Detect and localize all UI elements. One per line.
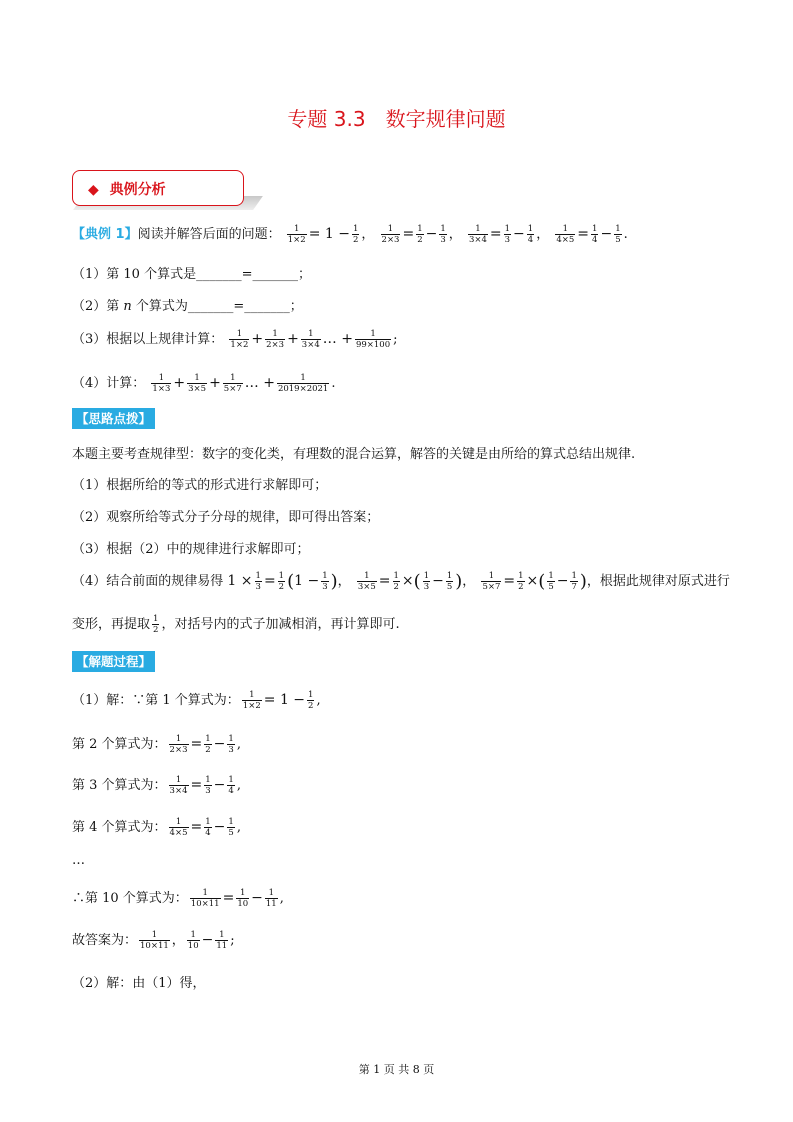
hint-step-2: （2）观察所给等式分子分母的规律，即可得出答案； bbox=[72, 510, 380, 525]
fraction: $\frac{1}{4\times 5}$ bbox=[169, 817, 188, 838]
section-header bbox=[88, 179, 166, 199]
fraction: $\frac{1}{2\times 3}$ bbox=[169, 734, 188, 755]
solution-tag: 【解题过程】 bbox=[72, 651, 155, 672]
fraction: $\frac{1}{2\times 3}$ bbox=[266, 329, 285, 350]
solution-line-4: 第 4 个算式为： $\frac{1}{4\times 5}$ = $\frac{1}{4}$ − $\frac{1}{5}$ , bbox=[72, 817, 241, 838]
fraction: $\frac{1}{2019\times 2021}$ bbox=[277, 373, 329, 394]
fraction: $\frac{1}{2\times 3}$ bbox=[381, 224, 400, 245]
fraction: $\frac{1}{5\times 7}$ bbox=[223, 373, 242, 394]
fraction: $\frac{1}{2}$ bbox=[278, 571, 285, 592]
fraction: $\frac{1}{5}$ bbox=[446, 571, 453, 592]
hint-step-5: 变形，再提取 $\frac{1}{2}$ ，对括号内的式子加减相消，再计算即可. bbox=[72, 614, 400, 635]
hint-text: 本题主要考查规律型：数字的变化类，有理数的混合运算，解答的关键是由所给的算式总结出规律. bbox=[72, 447, 636, 462]
fraction: $\frac{1}{4}$ bbox=[228, 775, 234, 796]
solution-line-3: 第 3 个算式为： $\frac{1}{3\times 4}$ = $\frac{1}{3}$ − $\frac{1}{4}$ , bbox=[72, 775, 241, 796]
fraction: $\frac{1}{3}$ bbox=[205, 775, 211, 796]
solution-tag-wrap bbox=[72, 651, 155, 672]
fraction: $\frac{1}{10}$ bbox=[187, 930, 199, 951]
fraction: $\frac{1}{3\times 4}$ bbox=[169, 775, 188, 796]
fraction: $\frac{1}{3}$ bbox=[228, 734, 234, 755]
question-4: （4）计算： $\frac{1}{1\times 3}$ + $\frac{1}{3\times 5}$ + $\frac{1}{5\times 7}$ … + $\frac{1}{2019\times 2021}$ . bbox=[72, 373, 336, 394]
fraction: $\frac{1}{99\times 100}$ bbox=[355, 329, 391, 350]
diamond-icon: ◆ bbox=[88, 182, 99, 198]
example-tag: 【典例 1】 bbox=[72, 227, 138, 242]
fraction: $\frac{1}{2}$ bbox=[417, 224, 423, 245]
fraction: $\frac{1}{10}$ bbox=[237, 888, 249, 909]
solution-line-7: （2）解：由（1）得， bbox=[72, 976, 206, 991]
fraction: $\frac{1}{11}$ bbox=[265, 888, 277, 909]
fraction: $\frac{1}{3}$ bbox=[504, 224, 511, 245]
fraction: $\frac{1}{2}$ bbox=[308, 690, 314, 711]
fraction: $\frac{1}{3\times 5}$ bbox=[188, 373, 207, 394]
fraction: $\frac{1}{5}$ bbox=[615, 224, 621, 245]
fraction: $\frac{1}{3\times 4}$ bbox=[301, 329, 320, 350]
fraction: $\frac{1}{2}$ bbox=[205, 734, 211, 755]
fraction: $\frac{1}{3\times 5}$ bbox=[357, 571, 376, 592]
solution-answer: 故答案为： $\frac{1}{10\times 11}$ ， $\frac{1}{10}$ − $\frac{1}{11}$ ; bbox=[72, 930, 235, 951]
page-footer: 第 1 页 共 8 页 bbox=[358, 1063, 435, 1076]
section-header-label: 典例分析 bbox=[109, 182, 166, 198]
hint-step-3: （3）根据（2）中的规律进行求解即可； bbox=[72, 542, 310, 557]
fraction: $\frac{1}{4}$ bbox=[592, 224, 598, 245]
fraction: $\frac{1}{10\times 11}$ bbox=[190, 888, 220, 909]
fraction: $\frac{1}{11}$ bbox=[216, 930, 228, 951]
fraction: $\frac{1}{5\times 7}$ bbox=[482, 571, 501, 592]
solution-line-1: （1）解：∵第 1 个算式为： $\frac{1}{1\times 2}$ = 1 − $\frac{1}{2}$ , bbox=[72, 690, 321, 711]
hint-tag: 【思路点拨】 bbox=[72, 408, 155, 429]
fraction: $\frac{1}{5}$ bbox=[228, 817, 234, 838]
fraction: $\frac{1}{1\times 3}$ bbox=[152, 373, 171, 394]
fraction: $\frac{1}{3}$ bbox=[322, 571, 328, 592]
solution-line-2: 第 2 个算式为： $\frac{1}{2\times 3}$ = $\frac{1}{2}$ − $\frac{1}{3}$ , bbox=[72, 734, 241, 755]
example-intro: 【典例 1】阅读并解答后面的问题： $\frac{1}{1\times 2}$ = 1 − $\frac{1}{2}$ ， $\frac{1}{2\times 3}$ = $\frac{1}{2}$ − $\frac{1}{3}$ ， $\frac{1}{3\times 4}$ = $\frac{1}{3}$ − $\frac{1}{4}$ ， $\frac{1}{4\times 5}$ = $\frac{1}{4}$ − $\frac{1}{5}$ . bbox=[72, 224, 628, 245]
fraction: $\frac{1}{2}$ bbox=[352, 224, 359, 245]
question-2: （2）第 n 个算式为_______=_______； bbox=[72, 299, 303, 314]
fraction: $\frac{1}{3\times 4}$ bbox=[468, 224, 487, 245]
fraction: $\frac{1}{10\times 11}$ bbox=[140, 930, 169, 951]
fraction: $\frac{1}{1\times 2}$ bbox=[242, 690, 261, 711]
hint-step-4: （4）结合前面的规律易得 1 × $\frac{1}{3}$ = $\frac{1}{2}$ (1 − $\frac{1}{3}$ )， $\frac{1}{3\times 5}$ = $\frac{1}{2}$ ×( $\frac{1}{3}$ − $\frac{1}{5}$ )， $\frac{1}{5\times 7}$ = $\frac{1}{2}$ ×( $\frac{1}{5}$ − $\frac{1}{7}$ )，根据此规律对原式进行 bbox=[72, 571, 730, 592]
fraction: $\frac{1}{4}$ bbox=[205, 817, 211, 838]
fraction: $\frac{1}{5}$ bbox=[548, 571, 554, 592]
solution-line-5: ∴第 10 个算式为： $\frac{1}{10\times 11}$ = $\frac{1}{10}$ − $\frac{1}{11}$ , bbox=[72, 888, 284, 909]
fraction: $\frac{1}{4}$ bbox=[527, 224, 534, 245]
hint-step-1: （1）根据所给的等式的形式进行求解即可； bbox=[72, 478, 328, 493]
fraction: $\frac{1}{3}$ bbox=[255, 571, 261, 592]
fraction: $\frac{1}{2}$ bbox=[153, 614, 159, 635]
fraction: $\frac{1}{3}$ bbox=[423, 571, 430, 592]
question-1: （1）第 10 个算式是_______=_______； bbox=[72, 267, 311, 282]
page-title: 专题 3.3 数字规律问题 bbox=[287, 107, 506, 131]
fraction: $\frac{1}{2}$ bbox=[393, 571, 399, 592]
fraction: $\frac{1}{2}$ bbox=[518, 571, 524, 592]
fraction: $\frac{1}{7}$ bbox=[571, 571, 577, 592]
hint-tag-wrap bbox=[72, 408, 155, 429]
fraction: $\frac{1}{1\times 2}$ bbox=[287, 224, 306, 245]
example-intro-text: 阅读并解答后面的问题： bbox=[137, 227, 281, 242]
fraction: $\frac{1}{4\times 5}$ bbox=[556, 224, 575, 245]
question-3: （3）根据以上规律计算： $\frac{1}{1\times 2}$ + $\frac{1}{2\times 3}$ + $\frac{1}{3\times 4}$ … + $\frac{1}{99\times 100}$ ; bbox=[72, 329, 398, 350]
fraction: $\frac{1}{1\times 2}$ bbox=[230, 329, 249, 350]
solution-ellipsis: … bbox=[72, 853, 85, 868]
fraction: $\frac{1}{3}$ bbox=[440, 224, 446, 245]
